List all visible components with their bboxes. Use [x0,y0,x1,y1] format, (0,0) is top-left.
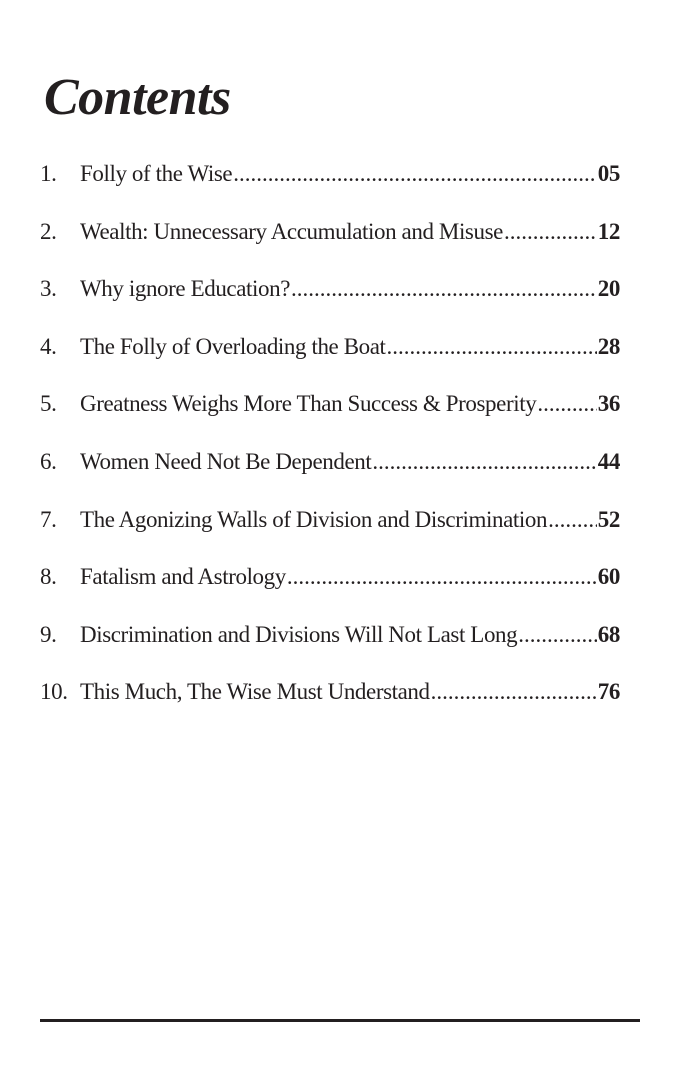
toc-entry [40,498,620,556]
toc-entry-title: Why ignore Education? [80,276,291,302]
toc-entry [40,440,620,498]
toc-entry-number: 1. [40,161,57,186]
toc-entry [40,555,620,613]
toc-dot-leader [548,498,597,542]
page-title: Contents [44,69,231,126]
toc-entry [40,325,620,383]
toc-dot-leader [504,210,597,254]
toc-entry-number: 4. [40,333,57,359]
toc-entry-title: Discrimination and Divisions Will Not Last Long [80,621,518,647]
toc-entry-number: 8. [40,564,57,590]
toc-entry-number: 6. [40,448,57,474]
toc-dot-leader [518,613,597,657]
toc-dot-leader [387,325,597,369]
toc-entry-title: The Agonizing Walls of Division and Discrimination [80,506,548,532]
toc-dot-leader [233,152,597,196]
toc-entry-title: Folly of the Wise [80,161,233,186]
toc-entry-page: 68 [597,621,620,647]
footer-rule [40,1019,640,1022]
toc-entry [40,613,620,671]
toc-entry [40,267,620,325]
toc-entry-page: 20 [597,276,620,302]
toc-entry-number: 7. [40,506,57,532]
toc-entry-page: 05 [597,161,620,186]
toc-entry-page: 12 [597,218,620,244]
toc-entry [40,152,620,210]
toc-dot-leader [537,382,596,426]
toc-entry [40,382,620,440]
toc-dot-leader [431,670,597,714]
toc-entry-page: 76 [597,679,620,705]
toc-entry-title: Women Need Not Be Dependent [80,448,372,474]
toc-entry-title: Wealth: Unnecessary Accumulation and Misuse [80,218,503,244]
toc-entry-page: 36 [597,391,620,417]
toc-dot-leader [291,267,597,311]
toc-entry-page: 52 [597,506,620,532]
toc-entry-title: Greatness Weighs More Than Success & Prosperity [80,391,537,417]
toc-entry-number: 10. [40,679,68,705]
toc-entry-page: 44 [597,448,620,474]
toc-entry-title: The Folly of Overloading the Boat [80,333,386,359]
toc-entry-number: 2. [40,218,57,244]
toc-entry-number: 3. [40,276,57,302]
toc-entry [40,210,620,268]
toc-entry-title: Fatalism and Astrology [80,564,286,590]
toc-entry [40,670,620,728]
toc-entry-page: 60 [597,564,620,590]
toc-dot-leader [372,440,596,484]
toc-entry-title: This Much, The Wise Must Understand [80,679,430,705]
toc-entry-page: 28 [597,333,620,359]
toc-entry-number: 9. [40,621,57,647]
toc-dot-leader [287,555,597,599]
table-of-contents [40,152,620,728]
toc-entry-number: 5. [40,391,57,417]
